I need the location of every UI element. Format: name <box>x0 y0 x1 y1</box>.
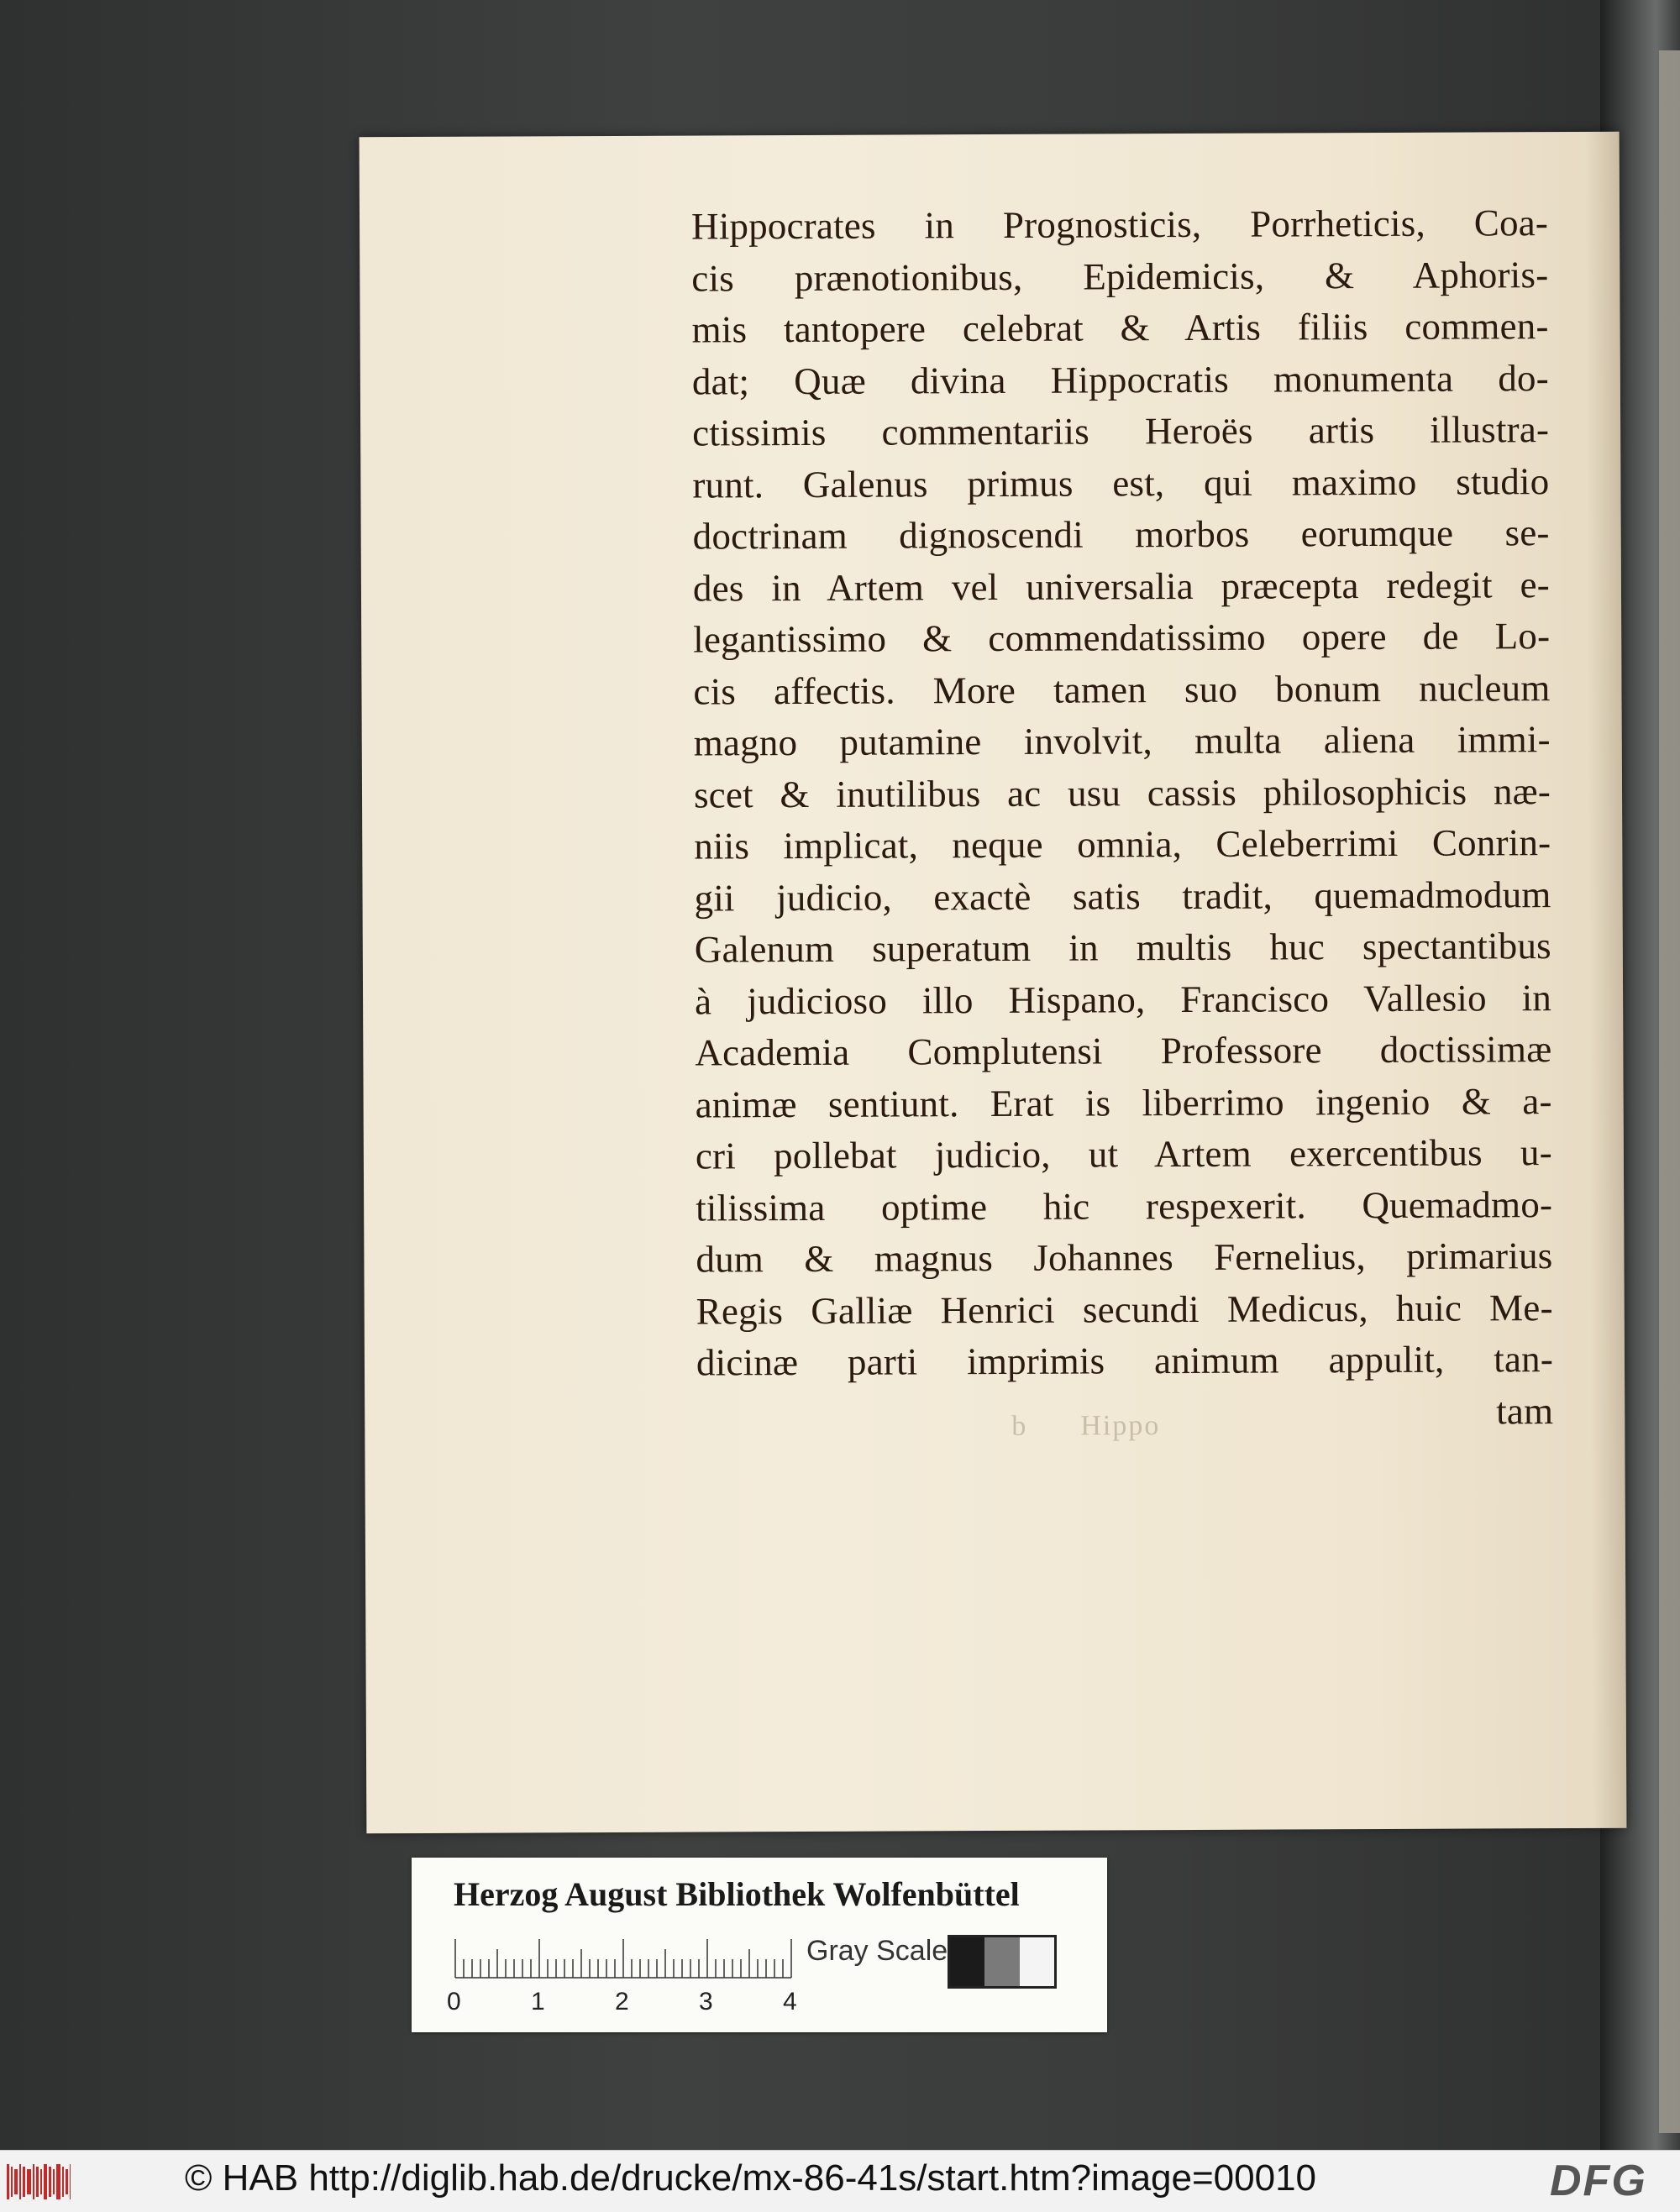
text-line: magno putamine involvit, multa aliena immi- <box>693 718 1551 764</box>
ruler-number: 0 <box>447 1988 461 2015</box>
gray-scale-label: Gray Scale <box>806 1935 948 1967</box>
text-line: cis prænotionibus, Epidemicis, & Aphoris- <box>691 253 1549 300</box>
ruler-numbers <box>447 1988 808 2021</box>
text-line: scet & inutilibus ac usu cassis philosophicis næ- <box>693 769 1551 816</box>
dfg-logo: DFG <box>1550 2157 1647 2205</box>
footer-bar <box>0 2150 1680 2212</box>
hab-logo-bar <box>40 2169 42 2194</box>
text-line: à judicioso illo Hispano, Francisco Vallesio in <box>694 976 1552 1023</box>
hab-logo-bar <box>7 2164 9 2199</box>
hab-logo-bar <box>44 2164 47 2199</box>
hab-logo-bar <box>14 2169 18 2194</box>
text-line: dicinæ parti imprimis animum appulit, tan- <box>696 1338 1554 1384</box>
ruler-number: 1 <box>531 1988 545 2015</box>
text-line: cri pollebat judicio, ut Artem exercentibus u- <box>695 1131 1552 1177</box>
text-line: tilissima optime hic respexerit. Quemadmo- <box>696 1182 1553 1229</box>
hab-logo-bar <box>36 2167 39 2197</box>
gray-patch <box>984 1937 1019 1986</box>
footer-url-text[interactable]: © HAB http://diglib.hab.de/drucke/mx-86-41s/start.htm?image=00010 <box>185 2157 1317 2199</box>
text-line: des in Artem vel universalia præcepta redegit e- <box>692 563 1551 610</box>
hab-logo-bar <box>33 2164 34 2199</box>
text-line: animæ sentiunt. Erat is liberrimo ingenio & a- <box>695 1079 1552 1126</box>
adjacent-page-edge <box>1659 50 1680 2133</box>
ruler-scale <box>454 1937 798 1979</box>
text-line: niis implicat, neque omnia, Celeberrimi Conrin- <box>694 821 1551 868</box>
page-text-block <box>691 197 1553 1440</box>
hab-logo-bar <box>70 2164 71 2199</box>
text-line: ctissimis commentariis Heroës artis illustra- <box>692 408 1550 454</box>
card-title: Herzog August Bibliothek Wolfenbüttel <box>454 1875 1020 1913</box>
ruler-number: 3 <box>699 1988 713 2015</box>
text-line: Hippocrates in Prognosticis, Porrheticis, Coa- <box>690 202 1549 248</box>
hab-logo-bar <box>19 2164 21 2199</box>
ruler-number: 2 <box>615 1988 629 2015</box>
gray-patch <box>950 1937 984 1986</box>
show-through-text: b Hippo <box>1011 1410 1161 1442</box>
text-line: Regis Galliæ Henrici secundi Medicus, huic Me- <box>696 1286 1553 1333</box>
text-line: runt. Galenus primus est, qui maximo studio <box>692 459 1550 506</box>
hab-logo-bar <box>62 2167 64 2197</box>
hab-logo-icon <box>5 2161 71 2203</box>
hab-logo-bar <box>27 2169 31 2194</box>
text-line: legantissimo & commendatissimo opere de Lo- <box>693 615 1551 661</box>
text-line: mis tantopere celebrat & Artis filiis commen- <box>691 305 1549 351</box>
book-page <box>360 132 1627 1834</box>
text-line: gii judicio, exactè satis tradit, quemadmodum <box>694 873 1551 920</box>
gray-scale-swatch <box>948 1935 1057 1989</box>
catchword: tam <box>1496 1389 1554 1432</box>
hab-logo-bar <box>56 2164 60 2199</box>
hab-logo-bar <box>49 2167 51 2197</box>
hab-logo-bar <box>66 2169 68 2194</box>
text-line: dum & magnus Johannes Fernelius, primarius <box>696 1234 1553 1281</box>
text-line: cis affectis. More tamen suo bonum nucleum <box>693 666 1551 713</box>
text-line: doctrinam dignoscendi morbos eorumque se- <box>692 511 1550 558</box>
hab-logo-bar <box>11 2167 13 2197</box>
text-line: dat; Quæ divina Hippocratis monumenta do- <box>691 356 1549 403</box>
hab-logo-bar <box>23 2167 25 2197</box>
text-line: Academia Complutensi Professore doctissimæ <box>695 1028 1552 1074</box>
text-line: Galenum superatum in multis huc spectantibus <box>694 925 1551 971</box>
gray-patch <box>1020 1937 1054 1986</box>
color-reference-card <box>412 1858 1107 2032</box>
hab-logo-bar <box>53 2169 55 2194</box>
ruler-number: 4 <box>783 1988 797 2015</box>
